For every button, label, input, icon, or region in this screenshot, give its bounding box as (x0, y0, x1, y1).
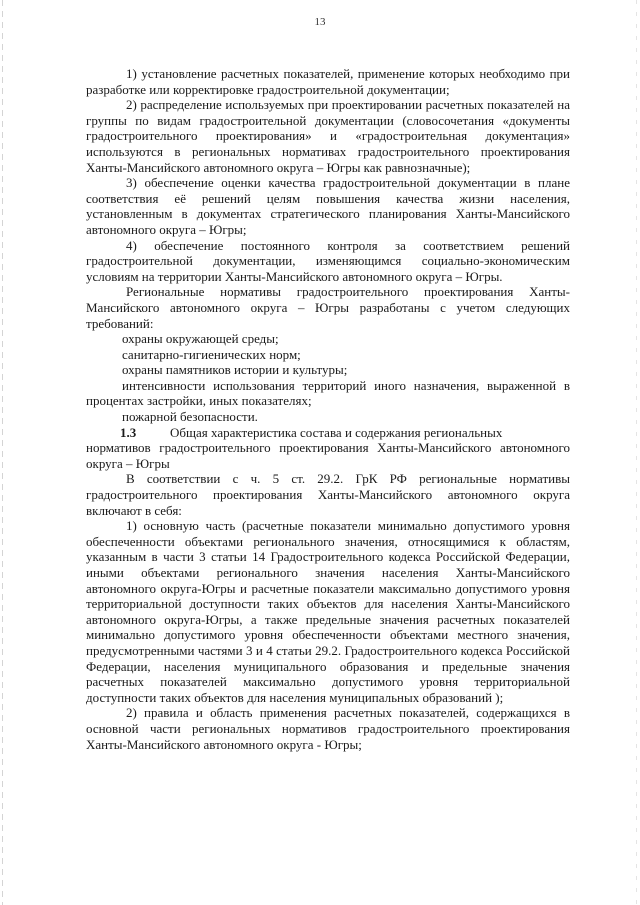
scan-edge-right (636, 0, 637, 905)
paragraph-goal-3: 3) обеспечение оценки качества градостроительной документации в плане соответствия её решений целям повышения качества жизни населения, установленным в документах стратегического планирования Ханты-Мансийского автономного округа – Югры; (86, 175, 570, 237)
paragraph-goal-2: 2) распределение используемых при проектировании расчетных показателей на группы по видам градостроительной документации (словосочетания «документы градостроительного проектирования» и «градостроительная документация» используются в региональных нормативах градостроительного проектирования Ханты-Мансийского автономного округа – Югры как равнозначные); (86, 97, 570, 175)
document-body (86, 66, 570, 752)
requirement-item: охраны окружающей среды; (122, 331, 279, 347)
paragraph-composition-1: 1) основную часть (расчетные показатели минимально допустимого уровня обеспеченности объектами регионального значения, относящимися к областям, указанным в части 3 статьи 14 Градостроительного кодекса Российской Федерации, иными объектами регионального значения населения Ханты-Мансийского автономного округа-Югры и расчетные показатели максимально допустимого уровня территориальной доступности таких объектов для населения Ханты-Мансийского автономного округа-Югры, а также предельные значения расчетных показателей минимально допустимого уровня обеспеченности объектами местного значения, предусмотренными частями 3 и 4 статьи 29.2. Градостроительного кодекса Российской Федерации, населения муниципального образования и предельные значения расчетных показателей максимально допустимого уровня территориальной доступности таких объектов для населения муниципальных образований ); (86, 518, 570, 705)
scan-edge-left (2, 0, 3, 905)
section-title-line-1: Общая характеристика состава и содержания региональных (170, 424, 503, 440)
requirement-item: пожарной безопасности. (122, 409, 258, 425)
section-number: 1.3 (120, 424, 137, 440)
requirement-item: охраны памятников истории и культуры; (122, 362, 348, 378)
section-title-continuation: нормативов градостроительного проектирования Ханты-Мансийского автономного округа – Югры (86, 440, 570, 471)
paragraph-requirements-intro: Региональные нормативы градостроительного проектирования Ханты-Мансийского автономного округа – Югры разработаны с учетом следующих требований: (86, 284, 570, 331)
section-heading (86, 425, 570, 441)
requirement-item: интенсивности использования территорий иного назначения, выраженной в процентах застройки, иных показателях; (86, 377, 570, 409)
paragraph-goal-1: 1) установление расчетных показателей, применение которых необходимо при разработке или корректировке градостроительной документации; (86, 66, 570, 97)
paragraph-goal-4: 4) обеспечение постоянного контроля за соответствием решений градостроительной документации, изменяющимся социально-экономическим условиям на территории Ханты-Мансийского автономного округа – Югры. (86, 237, 570, 284)
page-number: 13 (314, 16, 326, 28)
paragraph-composition-intro: В соответствии с ч. 5 ст. 29.2. ГрК РФ региональные нормативы градостроительного проектирования Ханты-Мансийского автономного округа включают в себя: (86, 471, 570, 518)
paragraph-composition-2: 2) правила и область применения расчетных показателей, содержащихся в основной части региональных нормативов градостроительного проектирования Ханты-Мансийского автономного округа - Югры; (86, 705, 570, 752)
requirement-item: санитарно-гигиенических норм; (122, 346, 301, 362)
